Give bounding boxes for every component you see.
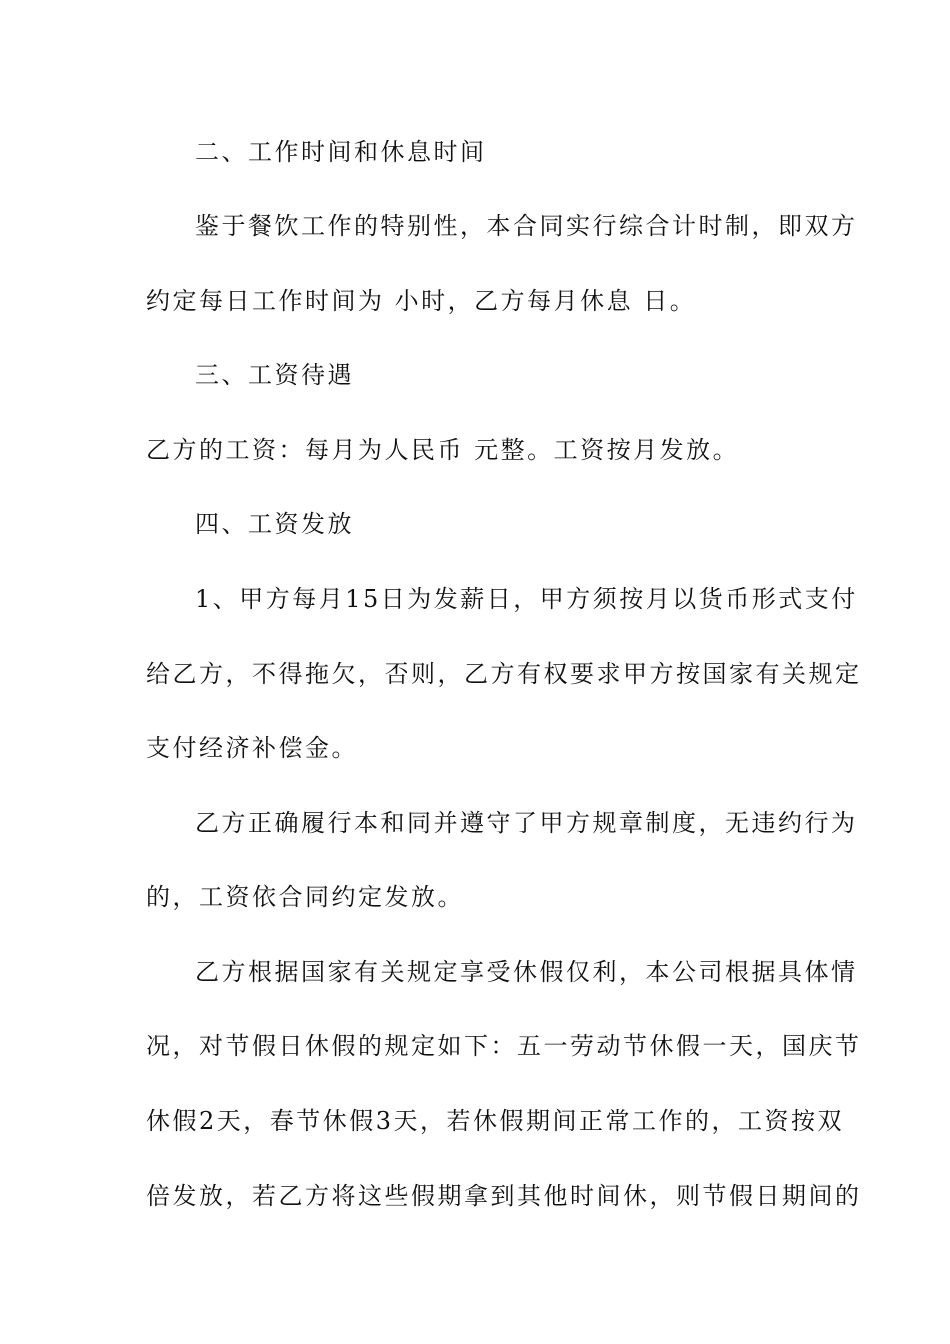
paragraph-line: 倍发放，若乙方将这些假期拿到其他时间休，则节假日期间的 (146, 1182, 862, 1210)
paragraph-line: 鉴于餐饮工作的特别性，本合同实行综合计时制，即双方 (195, 212, 858, 240)
paragraph-line: 1、甲方每月15日为发薪日，甲方须按月以货币形式支付 (195, 585, 858, 613)
paragraph-line: 休假2天，春节休假3天，若休假期间正常工作的，工资按双 (146, 1107, 845, 1135)
paragraph-line: 的，工资依合同约定发放。 (146, 883, 464, 911)
paragraph-line: 乙方正确履行本和同并遵守了甲方规章制度，无违约行为 (195, 809, 858, 837)
section-heading-wages: 三、工资待遇 (195, 361, 354, 389)
paragraph-line: 约定每日工作时间为 小时，乙方每月休息 日。 (146, 287, 697, 315)
section-heading-payment: 四、工资发放 (195, 510, 354, 538)
paragraph-line: 况，对节假日休假的规定如下：五一劳动节休假一天，国庆节 (146, 1032, 862, 1060)
paragraph-line: 给乙方，不得拖欠，否则，乙方有权要求甲方按国家有关规定 (146, 660, 862, 688)
section-heading-work-hours: 二、工作时间和休息时间 (195, 138, 487, 166)
paragraph-line: 乙方根据国家有关规定享受休假仅利，本公司根据具体情 (195, 958, 858, 986)
paragraph-line: 支付经济补偿金。 (146, 734, 358, 762)
paragraph-line: 乙方的工资：每月为人民币 元整。工资按月发放。 (146, 436, 740, 464)
